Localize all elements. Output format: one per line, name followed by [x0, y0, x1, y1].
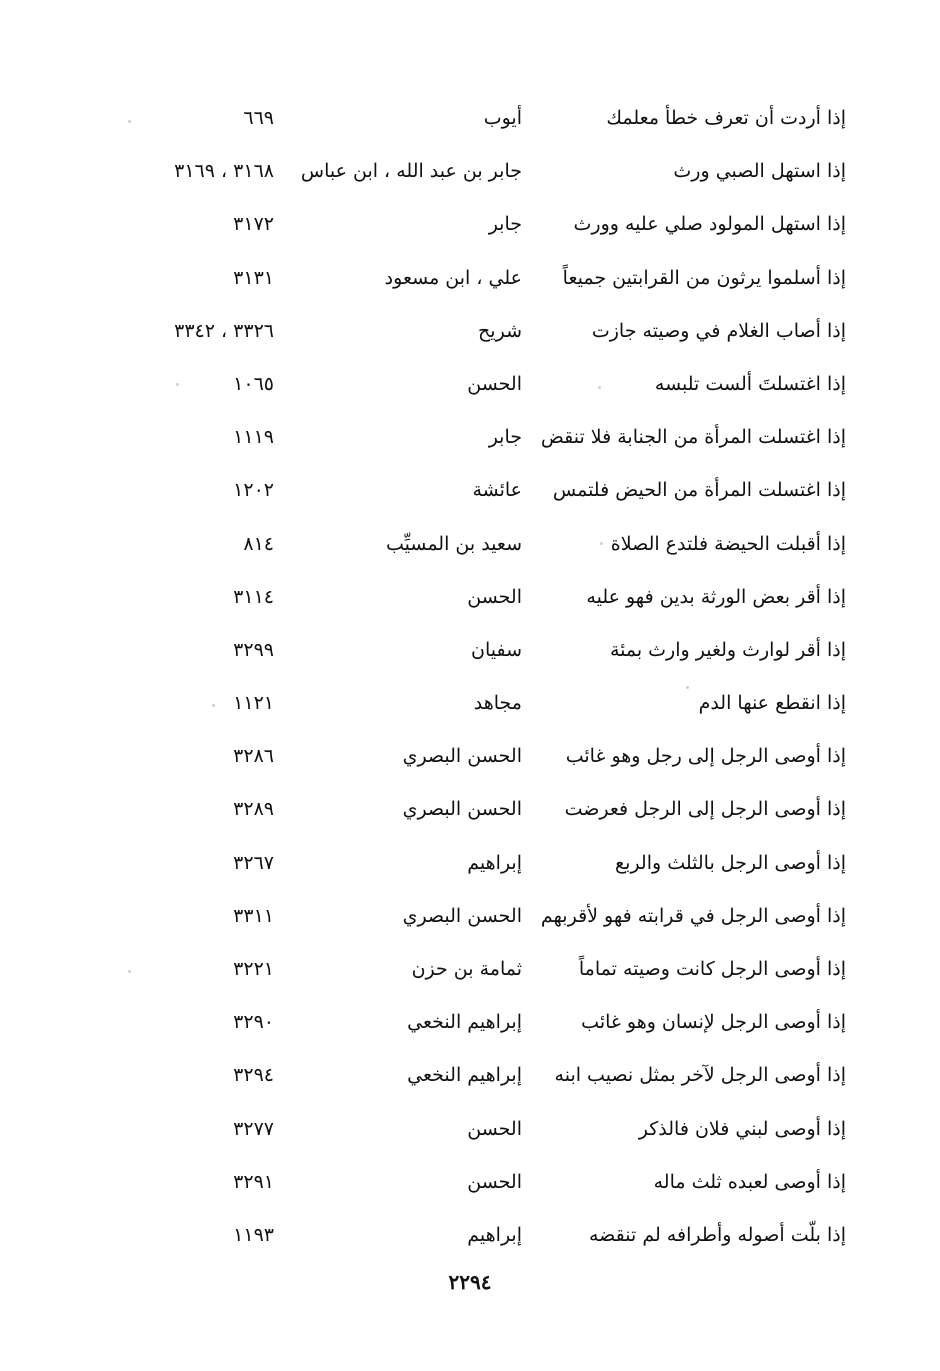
- entry-narrator: شريح: [478, 319, 522, 342]
- entry-narrator: الحسن: [467, 1117, 522, 1140]
- entry-reference-number: ١٠٦٥: [233, 372, 274, 395]
- table-row: [0, 624, 940, 677]
- entry-narrator: ثمامة بن حزن: [411, 958, 522, 980]
- table-row: [0, 890, 940, 943]
- table-row: [0, 518, 940, 571]
- table-row: [0, 145, 940, 198]
- entry-text: إذا استهل الصبي ورث: [673, 160, 846, 183]
- entry-narrator: الحسن: [467, 372, 522, 395]
- entry-reference-number: ١١٩٣: [233, 1223, 274, 1246]
- table-row: [0, 677, 940, 730]
- scan-speck: [128, 120, 131, 123]
- table-row: [0, 198, 940, 251]
- entry-narrator: الحسن البصري: [402, 745, 522, 768]
- table-row: [0, 1156, 940, 1209]
- entry-narrator: الحسن: [467, 585, 522, 608]
- entry-reference-number: ٣٢٦٧: [233, 851, 274, 874]
- page-number: ٢٢٩٤: [448, 1270, 492, 1294]
- entry-text: إذا استهل المولود صلي عليه وورث: [573, 213, 846, 236]
- entry-narrator: الحسن: [467, 1170, 522, 1193]
- table-row: [0, 411, 940, 464]
- scan-speck: [598, 386, 601, 389]
- table-row: [0, 783, 940, 836]
- entry-narrator: علي ، ابن مسعود: [384, 266, 522, 289]
- entry-narrator: إبراهيم: [467, 1223, 522, 1246]
- table-row: [0, 464, 940, 517]
- entry-reference-number: ١٢٠٢: [233, 479, 274, 502]
- entry-narrator: إبراهيم: [467, 851, 522, 874]
- entry-reference-number: ٣٣٢٦ ، ٣٣٤٢: [174, 319, 274, 342]
- entry-narrator: إبراهيم النخعي: [407, 1064, 522, 1087]
- entry-reference-number: ٣١٧٢: [233, 213, 274, 236]
- scan-speck: [176, 383, 179, 386]
- scan-speck: [212, 704, 215, 707]
- entry-reference-number: ٣١١٤: [233, 585, 274, 608]
- scan-speck: [128, 970, 131, 973]
- entry-narrator: الحسن البصري: [402, 904, 522, 927]
- table-row: [0, 730, 940, 783]
- entry-text: إذا اغتسلت المرأة من الحيض فلتمس: [552, 479, 846, 502]
- entry-narrator: سفيان: [470, 638, 522, 661]
- entry-reference-number: ٣٢٧٧: [233, 1117, 274, 1140]
- entry-reference-number: ٣٢٨٩: [233, 798, 274, 821]
- table-row: [0, 358, 940, 411]
- table-row: [0, 1049, 940, 1102]
- entry-narrator: جابر: [488, 426, 522, 449]
- table-row: [0, 305, 940, 358]
- entry-reference-number: ٣٢٩٤: [233, 1064, 274, 1087]
- entry-narrator: إبراهيم النخعي: [407, 1011, 522, 1034]
- entry-reference-number: ٣٢٢١: [233, 958, 274, 980]
- entry-reference-number: ٣١٣١: [233, 266, 274, 289]
- entry-text: إذا انقطع عنها الدم: [698, 692, 846, 715]
- scan-speck: [600, 542, 603, 545]
- entry-narrator: جابر: [488, 213, 522, 236]
- entry-text: إذا أقر لوارث ولغير وارث بمئة: [609, 638, 846, 661]
- entry-narrator: سعيد بن المسيِّب: [385, 532, 522, 555]
- entry-narrator: الحسن البصري: [402, 798, 522, 821]
- entry-reference-number: ٣٢٩٩: [233, 638, 274, 661]
- entry-text: إذا أقر بعض الورثة بدين فهو عليه: [586, 585, 846, 608]
- entry-narrator: أيوب: [483, 107, 522, 129]
- entry-reference-number: ١١٢١: [233, 692, 274, 715]
- table-row: [0, 943, 940, 996]
- entry-reference-number: ٣٢٩٠: [233, 1011, 274, 1034]
- entry-text: إذا أوصى الرجل إلى الرجل فعرضت: [564, 798, 846, 821]
- entry-text: إذا بلّت أصوله وأطرافه لم تنقضه: [589, 1223, 846, 1246]
- index-table: [0, 92, 940, 1262]
- entry-text: إذا أسلموا يرثون من القرابتين جميعاً: [562, 266, 846, 289]
- entry-text: إذا اغتسلتَ ألست تلبسه: [654, 372, 846, 395]
- entry-narrator: مجاهد: [473, 692, 522, 715]
- entry-reference-number: ١١١٩: [233, 426, 274, 449]
- entry-text: إذا أوصى الرجل لإنسان وهو غائب: [581, 1011, 846, 1034]
- entry-text: إذا أوصى الرجل إلى رجل وهو غائب: [565, 745, 846, 768]
- table-row: [0, 996, 940, 1049]
- entry-reference-number: ٦٦٩: [243, 107, 274, 129]
- entry-reference-number: ٣١٦٨ ، ٣١٦٩: [174, 160, 274, 183]
- entry-text: إذا أوصى الرجل في قرابته فهو لأقربهم: [540, 904, 846, 927]
- entry-narrator: جابر بن عبد الله ، ابن عباس: [300, 160, 522, 183]
- entry-text: إذا اغتسلت المرأة من الجنابة فلا تنقض: [540, 426, 846, 449]
- table-row: [0, 1103, 940, 1156]
- table-row: [0, 837, 940, 890]
- table-row: [0, 92, 940, 145]
- entry-text: إذا أوصى لعبده ثلث ماله: [653, 1170, 846, 1193]
- entry-text: إذا أصاب الغلام في وصيته جازت: [591, 319, 846, 342]
- entry-text: إذا أردت أن تعرف خطأ معلمك: [606, 107, 846, 129]
- scan-speck: [686, 686, 689, 689]
- entry-text: إذا أقبلت الحيضة فلتدع الصلاة: [610, 532, 846, 555]
- entry-reference-number: ٨١٤: [243, 532, 274, 555]
- entry-reference-number: ٣٢٨٦: [233, 745, 274, 768]
- table-row: [0, 571, 940, 624]
- table-row: [0, 252, 940, 305]
- entry-text: إذا أوصى الرجل بالثلث والربع: [615, 851, 846, 874]
- table-row: [0, 1209, 940, 1262]
- entry-text: إذا أوصى لبني فلان فالذكر: [638, 1117, 846, 1140]
- entry-narrator: عائشة: [472, 479, 522, 502]
- entry-reference-number: ٣٣١١: [233, 904, 274, 927]
- entry-reference-number: ٣٢٩١: [233, 1170, 274, 1193]
- entry-text: إذا أوصى الرجل لآخر بمثل نصيب ابنه: [554, 1064, 846, 1087]
- entry-text: إذا أوصى الرجل كانت وصيته تماماً: [578, 958, 846, 980]
